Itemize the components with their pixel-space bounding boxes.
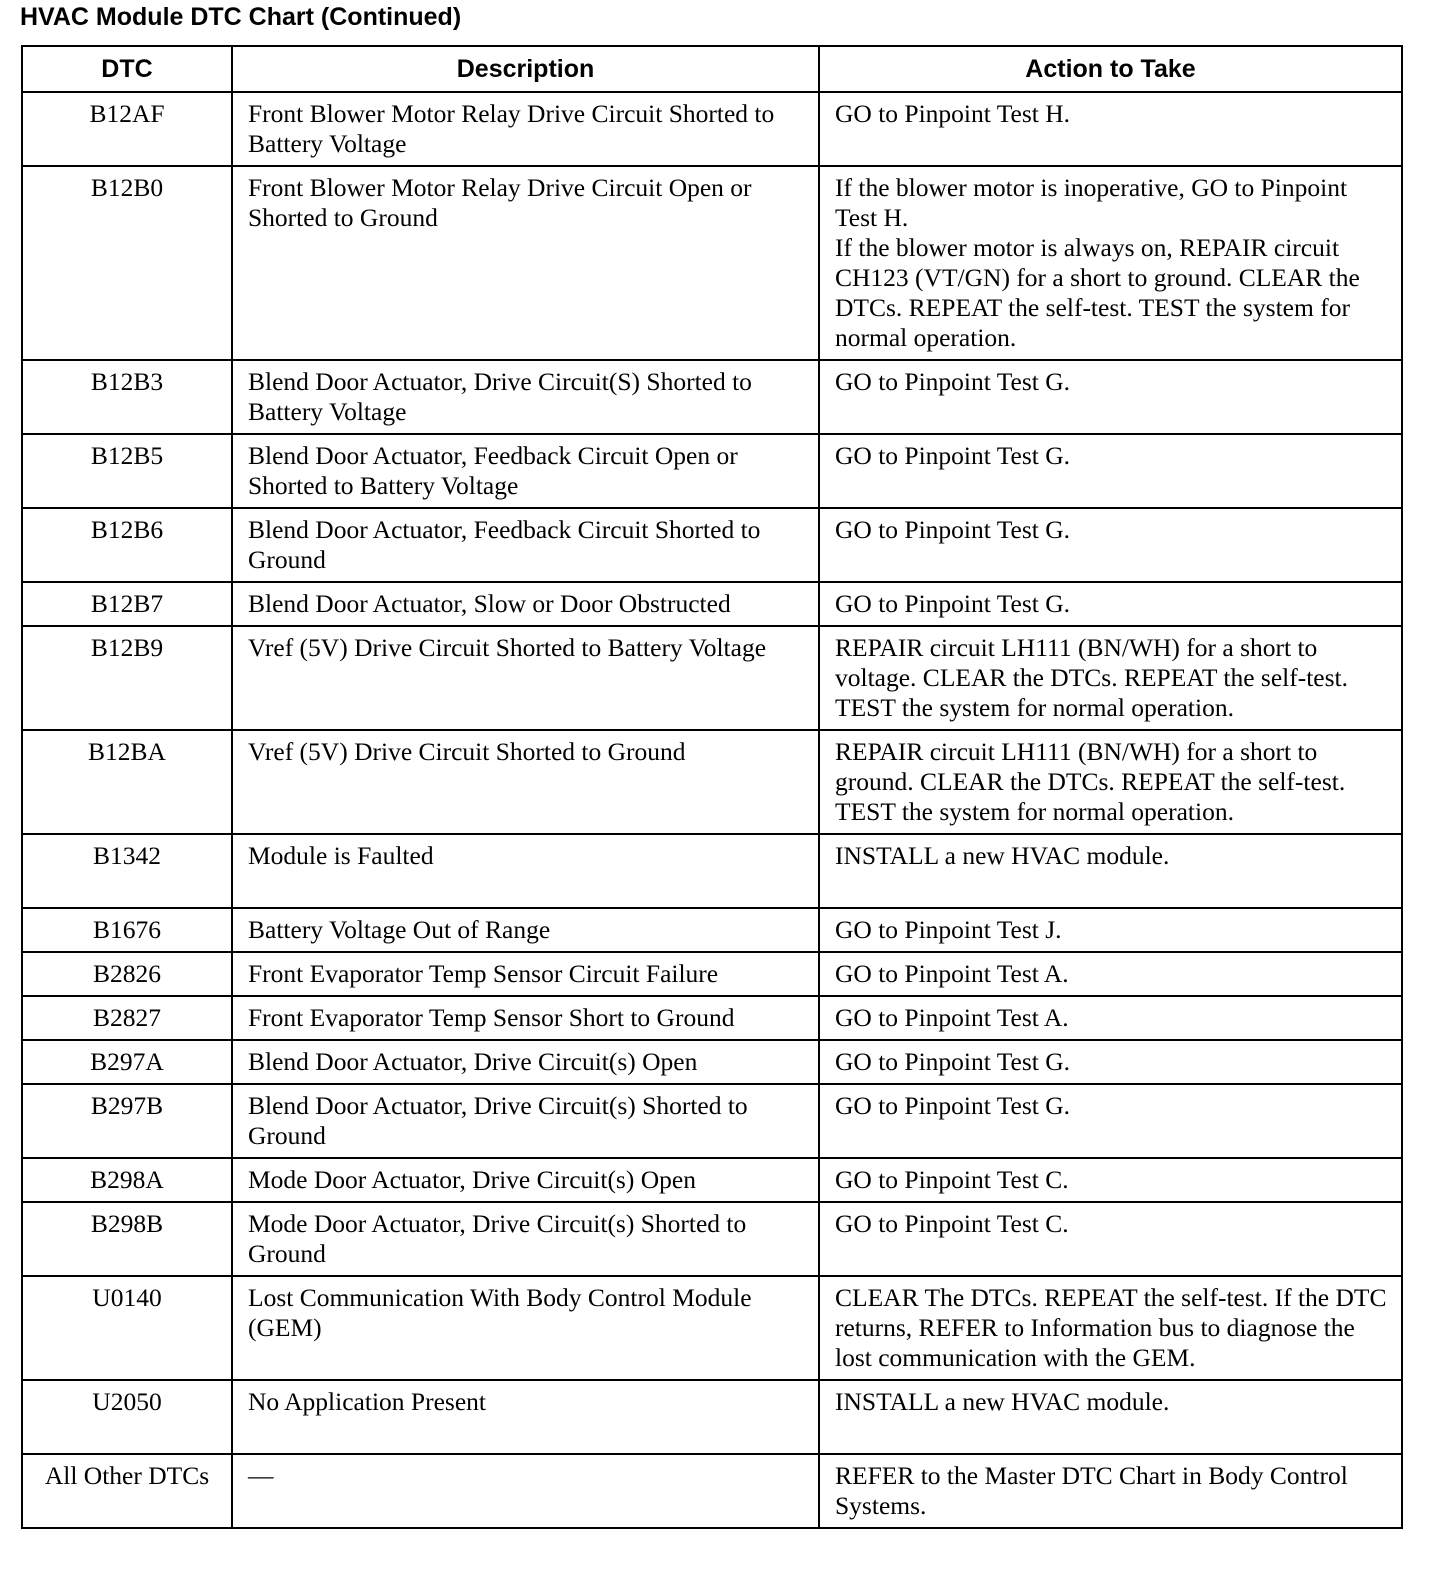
header-dtc: DTC xyxy=(22,46,232,92)
dtc-action: GO to Pinpoint Test G. xyxy=(819,434,1402,508)
dtc-action: GO to Pinpoint Test G. xyxy=(819,360,1402,434)
dtc-code: B12B9 xyxy=(22,626,232,730)
dtc-action: GO to Pinpoint Test G. xyxy=(819,1084,1402,1158)
dtc-action: INSTALL a new HVAC module. xyxy=(819,834,1402,908)
dtc-code: B298A xyxy=(22,1158,232,1202)
table-row xyxy=(22,92,1402,166)
dtc-code: B12AF xyxy=(22,92,232,166)
table-row xyxy=(22,626,1402,730)
dtc-description: Mode Door Actuator, Drive Circuit(s) Shorted to Ground xyxy=(232,1202,819,1276)
dtc-code: B12B7 xyxy=(22,582,232,626)
table-row xyxy=(22,834,1402,908)
table-row xyxy=(22,1040,1402,1084)
dtc-code: B2826 xyxy=(22,952,232,996)
table-header-row xyxy=(22,46,1402,92)
dtc-code: B12B3 xyxy=(22,360,232,434)
dtc-code: B12B5 xyxy=(22,434,232,508)
table-row xyxy=(22,1202,1402,1276)
dtc-chart-table xyxy=(21,45,1403,1529)
table-row xyxy=(22,508,1402,582)
dtc-action: GO to Pinpoint Test C. xyxy=(819,1202,1402,1276)
page-title: HVAC Module DTC Chart (Continued) xyxy=(20,3,462,31)
dtc-description: Blend Door Actuator, Feedback Circuit Shorted to Ground xyxy=(232,508,819,582)
table-row xyxy=(22,952,1402,996)
dtc-action: INSTALL a new HVAC module. xyxy=(819,1380,1402,1454)
dtc-action: REPAIR circuit LH111 (BN/WH) for a short to voltage. CLEAR the DTCs. REPEAT the self-test. TEST the system for normal operation. xyxy=(819,626,1402,730)
table-row xyxy=(22,582,1402,626)
table-row xyxy=(22,166,1402,360)
dtc-action: REPAIR circuit LH111 (BN/WH) for a short to ground. CLEAR the DTCs. REPEAT the self-test. TEST the system for normal operation. xyxy=(819,730,1402,834)
dtc-action: GO to Pinpoint Test G. xyxy=(819,1040,1402,1084)
dtc-description: Front Evaporator Temp Sensor Short to Ground xyxy=(232,996,819,1040)
dtc-code: B297B xyxy=(22,1084,232,1158)
table-row xyxy=(22,1158,1402,1202)
dtc-description: Blend Door Actuator, Feedback Circuit Open or Shorted to Battery Voltage xyxy=(232,434,819,508)
dtc-action: GO to Pinpoint Test A. xyxy=(819,996,1402,1040)
dtc-description: — xyxy=(232,1454,819,1528)
dtc-code: B297A xyxy=(22,1040,232,1084)
dtc-action: GO to Pinpoint Test G. xyxy=(819,508,1402,582)
dtc-description: Vref (5V) Drive Circuit Shorted to Battery Voltage xyxy=(232,626,819,730)
dtc-code: B298B xyxy=(22,1202,232,1276)
dtc-description: Blend Door Actuator, Slow or Door Obstructed xyxy=(232,582,819,626)
table-row xyxy=(22,730,1402,834)
dtc-code: B1676 xyxy=(22,908,232,952)
dtc-action: CLEAR The DTCs. REPEAT the self-test. If the DTC returns, REFER to Information bus to diagnose the lost communication with the GEM. xyxy=(819,1276,1402,1380)
dtc-description: Blend Door Actuator, Drive Circuit(S) Shorted to Battery Voltage xyxy=(232,360,819,434)
dtc-code: B12BA xyxy=(22,730,232,834)
dtc-description: Battery Voltage Out of Range xyxy=(232,908,819,952)
dtc-action: REFER to the Master DTC Chart in Body Control Systems. xyxy=(819,1454,1402,1528)
table-row xyxy=(22,1380,1402,1454)
dtc-action: GO to Pinpoint Test J. xyxy=(819,908,1402,952)
dtc-description: Vref (5V) Drive Circuit Shorted to Ground xyxy=(232,730,819,834)
table-row xyxy=(22,434,1402,508)
dtc-action: GO to Pinpoint Test G. xyxy=(819,582,1402,626)
dtc-description: Blend Door Actuator, Drive Circuit(s) Shorted to Ground xyxy=(232,1084,819,1158)
dtc-description: Module is Faulted xyxy=(232,834,819,908)
dtc-code: B12B0 xyxy=(22,166,232,360)
table-row xyxy=(22,908,1402,952)
dtc-action: GO to Pinpoint Test H. xyxy=(819,92,1402,166)
dtc-description: Front Blower Motor Relay Drive Circuit Shorted to Battery Voltage xyxy=(232,92,819,166)
dtc-code: B12B6 xyxy=(22,508,232,582)
table-row xyxy=(22,996,1402,1040)
dtc-code: U0140 xyxy=(22,1276,232,1380)
dtc-description: Lost Communication With Body Control Module (GEM) xyxy=(232,1276,819,1380)
header-action: Action to Take xyxy=(819,46,1402,92)
dtc-action: If the blower motor is inoperative, GO to Pinpoint Test H. If the blower motor is always on, REPAIR circuit CH123 (VT/GN) for a short to ground. CLEAR the DTCs. REPEAT the self-test. TEST the system for normal operation. xyxy=(819,166,1402,360)
dtc-action: GO to Pinpoint Test C. xyxy=(819,1158,1402,1202)
dtc-code: B2827 xyxy=(22,996,232,1040)
dtc-description: Blend Door Actuator, Drive Circuit(s) Open xyxy=(232,1040,819,1084)
table-row xyxy=(22,1276,1402,1380)
dtc-description: Mode Door Actuator, Drive Circuit(s) Open xyxy=(232,1158,819,1202)
dtc-description: Front Blower Motor Relay Drive Circuit Open or Shorted to Ground xyxy=(232,166,819,360)
dtc-description: No Application Present xyxy=(232,1380,819,1454)
dtc-description: Front Evaporator Temp Sensor Circuit Failure xyxy=(232,952,819,996)
header-description: Description xyxy=(232,46,819,92)
table-row xyxy=(22,360,1402,434)
dtc-code: B1342 xyxy=(22,834,232,908)
dtc-code: U2050 xyxy=(22,1380,232,1454)
table-row xyxy=(22,1454,1402,1528)
dtc-code: All Other DTCs xyxy=(22,1454,232,1528)
table-row xyxy=(22,1084,1402,1158)
dtc-action: GO to Pinpoint Test A. xyxy=(819,952,1402,996)
